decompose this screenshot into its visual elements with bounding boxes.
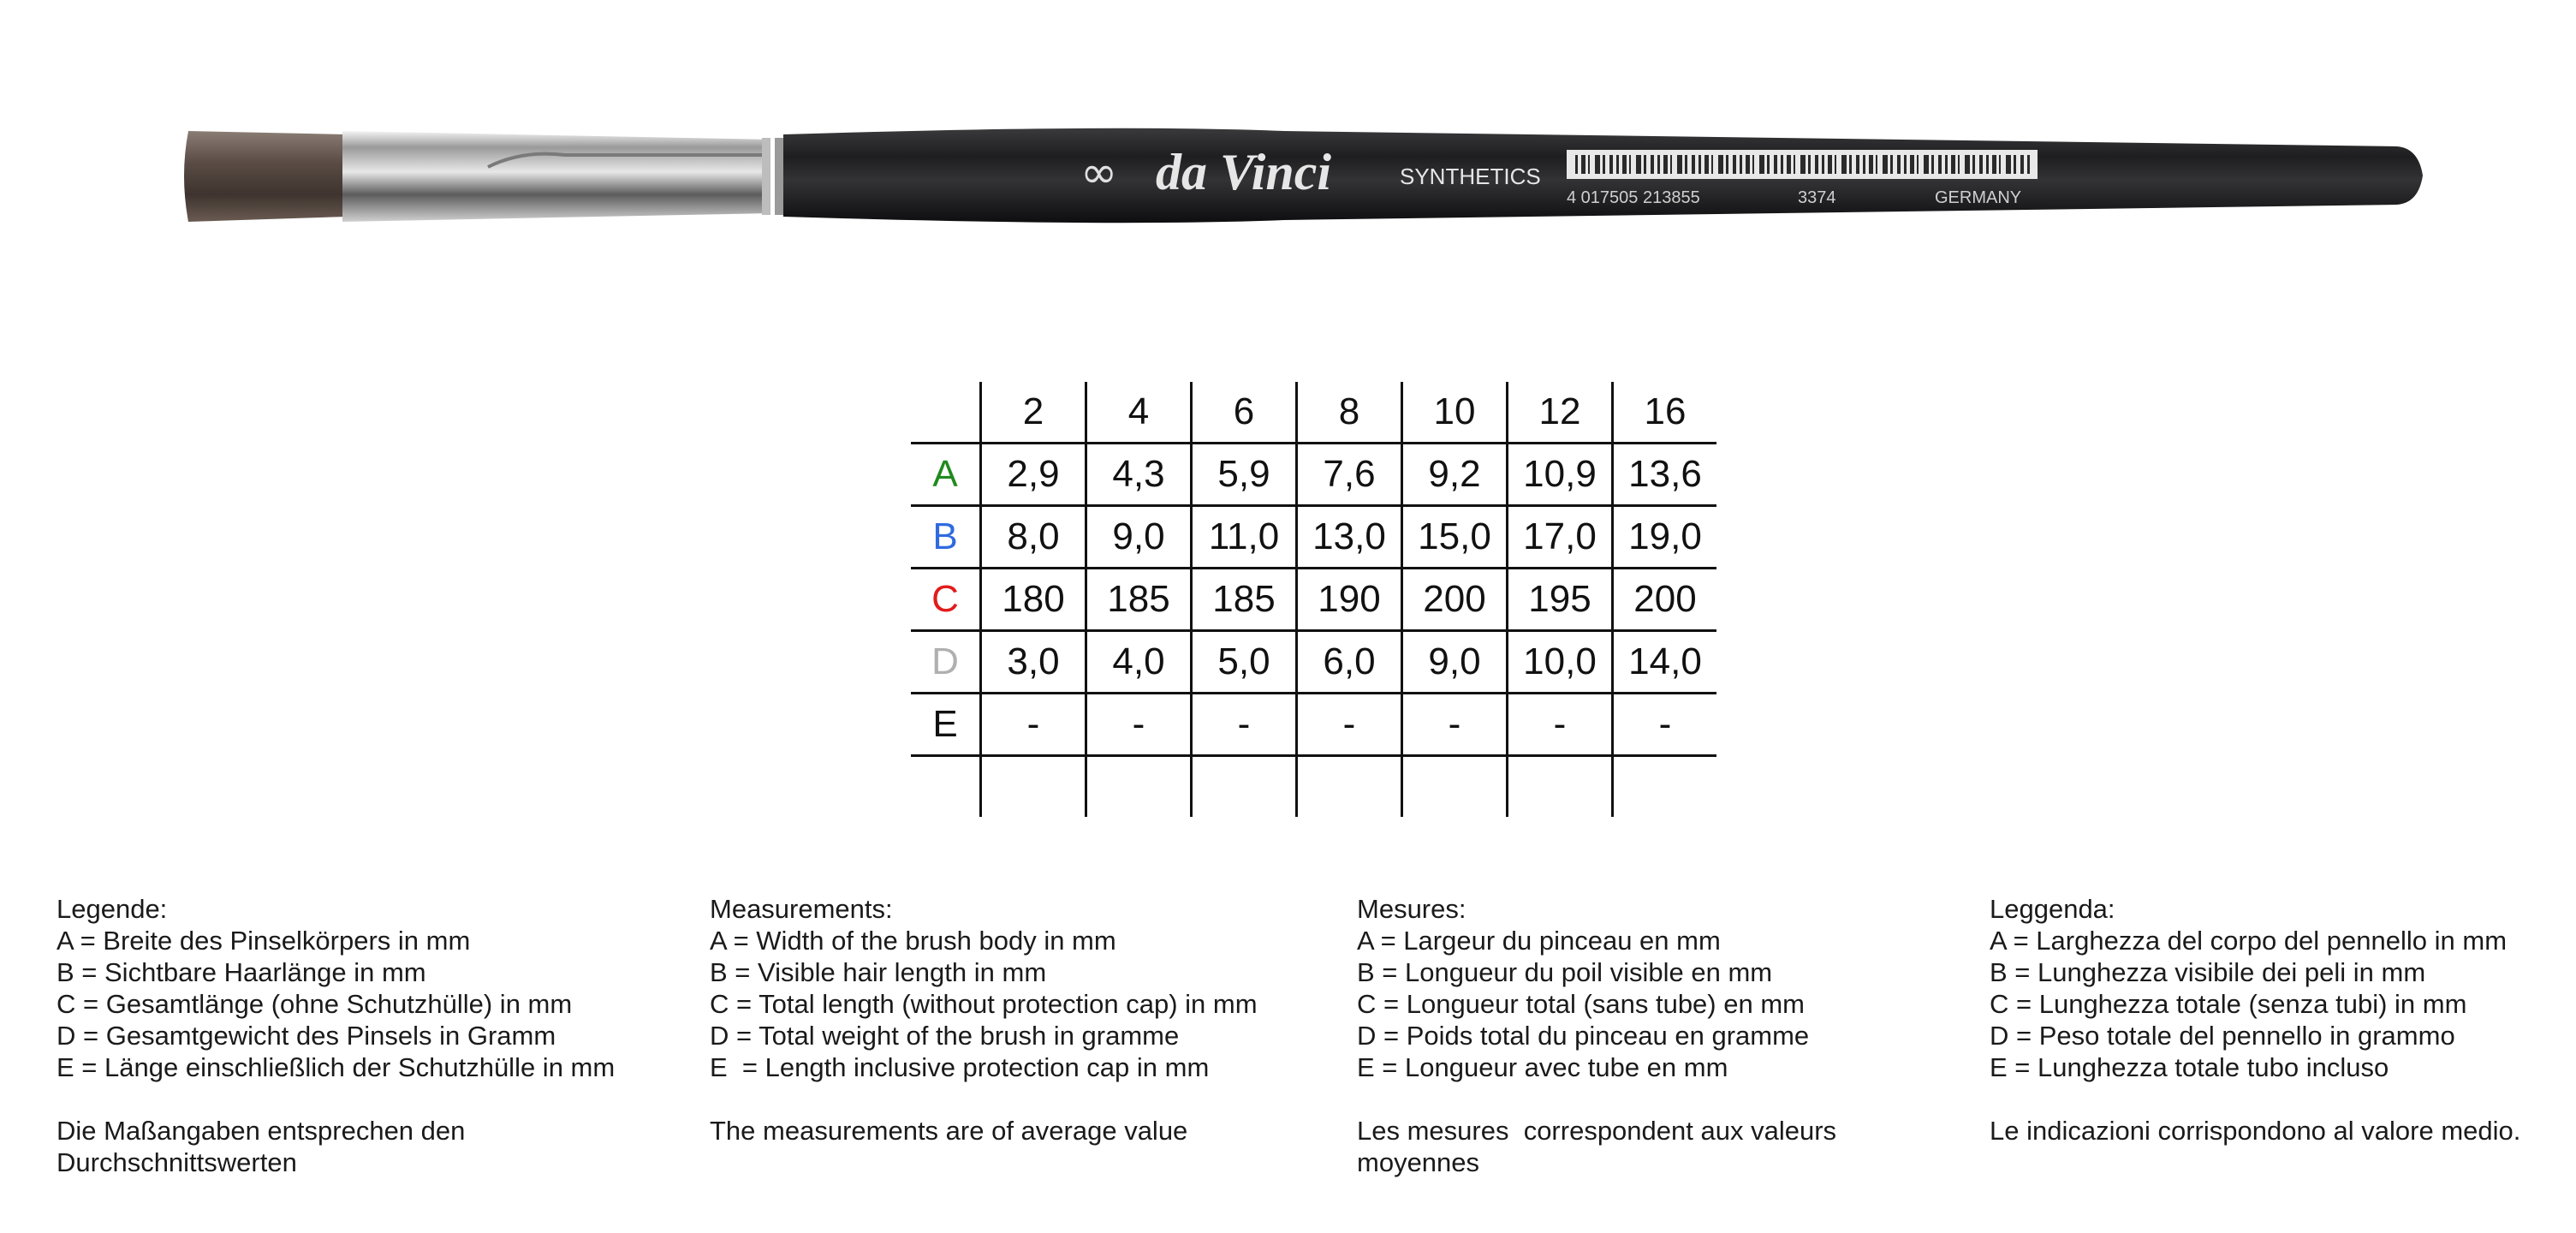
table-cell: 5,9 <box>1192 444 1297 506</box>
size-header: 8 <box>1297 382 1402 444</box>
empty-cell <box>1613 756 1717 818</box>
barcode-bar <box>1822 155 1824 174</box>
legend-note <box>57 1115 656 1178</box>
legend-line: A = Width of the brush body in mm <box>710 926 1116 956</box>
empty-cell <box>1192 756 1297 818</box>
infinity-symbol: ∞ <box>1080 147 1118 199</box>
barcode-bar <box>2020 155 2024 174</box>
barcode-bar <box>1890 155 1893 174</box>
barcode-bar <box>1800 155 1806 174</box>
empty-cell <box>1086 756 1192 818</box>
legend-line: A = Largeur du pinceau en mm <box>1357 926 1721 956</box>
table-cell: 2,9 <box>981 444 1086 506</box>
row-label: A <box>911 444 981 506</box>
legend-line: C = Total length (without protection cap) in mm <box>710 989 1258 1019</box>
legend-line: D = Gesamtgewicht des Pinsels in Gramm <box>57 1021 556 1051</box>
legend-german <box>57 893 656 1178</box>
legend-line: B = Lunghezza visibile dei peli in mm <box>1990 957 2426 987</box>
table-cell: 200 <box>1402 569 1508 631</box>
table-cell: 180 <box>981 569 1086 631</box>
barcode-bar <box>1774 155 1777 174</box>
barcode-bar <box>1603 155 1605 174</box>
legend-note <box>1990 1115 2572 1147</box>
table-cell: 7,6 <box>1297 444 1402 506</box>
barcode-bar <box>1670 155 1672 174</box>
barcode-bar <box>1910 155 1914 174</box>
legend-note-line: Les mesures correspondent aux valeurs <box>1357 1116 1837 1146</box>
empty-cell <box>1508 756 1613 818</box>
table-cell: - <box>1402 694 1508 756</box>
barcode-number: 4 017505 213855 <box>1567 188 1700 207</box>
table-cell: 13,0 <box>1297 506 1402 569</box>
barcode-bar <box>1876 155 1877 174</box>
table-cell: 17,0 <box>1508 506 1613 569</box>
table-row <box>911 694 1716 756</box>
legend-line: B = Longueur du poil visible en mm <box>1357 957 1773 987</box>
table-cell: 14,0 <box>1613 631 1717 694</box>
barcode-bar <box>1781 155 1783 174</box>
row-label: D <box>911 631 981 694</box>
barcode-bar <box>1869 155 1873 174</box>
barcode-bar <box>1958 155 1960 174</box>
barcode-bar <box>1644 155 1646 174</box>
table-cell: 10,9 <box>1508 444 1613 506</box>
barcode-bar <box>1828 155 1832 174</box>
table-cell: 9,0 <box>1402 631 1508 694</box>
table-row <box>911 506 1716 569</box>
size-header-row <box>911 382 1716 444</box>
legend-line: E = Lunghezza totale tubo incluso <box>1990 1052 2389 1082</box>
barcode-bar <box>1759 155 1764 174</box>
table-cell: 195 <box>1508 569 1613 631</box>
barcode-bar <box>1752 155 1754 174</box>
table-cell: 10,0 <box>1508 631 1613 694</box>
legend-note-line: The measurements are of average value <box>710 1116 1188 1146</box>
brush-size-table <box>911 382 1716 817</box>
barcode-bar <box>1999 155 2001 174</box>
table-cell: 13,6 <box>1613 444 1717 506</box>
legend-line: A = Breite des Pinselkörpers in mm <box>57 926 471 956</box>
barcode-bar <box>1979 155 1983 174</box>
legend-italian <box>1990 893 2572 1147</box>
legend-note-line: Durchschnittswerten <box>57 1147 297 1177</box>
brand-logo: da Vinci <box>1156 144 1332 200</box>
barcode-bar <box>1986 155 1989 174</box>
empty-cell <box>981 756 1086 818</box>
barcode-bar <box>1808 155 1811 174</box>
barcode-bar <box>1740 155 1742 174</box>
table-cell: - <box>1613 694 1717 756</box>
size-header: 12 <box>1508 382 1613 444</box>
legend-title: Legende: <box>57 894 168 924</box>
barcode-bar <box>1685 155 1687 174</box>
barcode-bar <box>1815 155 1818 174</box>
legend-line: E = Longueur avec tube en mm <box>1357 1052 1728 1082</box>
legend-line: C = Gesamtlänge (ohne Schutzhülle) in mm <box>57 989 573 1019</box>
row-label: B <box>911 506 981 569</box>
table-cell: 9,0 <box>1086 506 1192 569</box>
barcode-bar <box>1924 155 1929 174</box>
barcode-bar <box>1794 155 1795 174</box>
table-cell: 9,2 <box>1402 444 1508 506</box>
barcode-bar <box>2014 155 2016 174</box>
barcode-bar <box>1588 155 1590 174</box>
table-cell: 19,0 <box>1613 506 1717 569</box>
barcode-bar <box>1704 155 1709 174</box>
barcode-bar <box>1841 155 1847 174</box>
barcode-bar <box>1945 155 1948 174</box>
table-cell: 3,0 <box>981 631 1086 694</box>
table-cell: 200 <box>1613 569 1717 631</box>
barcode-bar <box>1677 155 1682 174</box>
empty-cell <box>1297 756 1402 818</box>
barcode-bar <box>1616 155 1619 174</box>
size-header: 6 <box>1192 382 1297 444</box>
table-cell: - <box>1192 694 1297 756</box>
bristles <box>184 131 347 222</box>
barcode-bar <box>1595 155 1600 174</box>
barcode-bar <box>1972 155 1975 174</box>
barcode-bar <box>1965 155 1970 174</box>
table-cell: 4,3 <box>1086 444 1192 506</box>
table-cell: 5,0 <box>1192 631 1297 694</box>
legend-french <box>1357 893 1956 1178</box>
table-cell: 11,0 <box>1192 506 1297 569</box>
legend-line: D = Total weight of the brush in gramme <box>710 1021 1180 1051</box>
barcode-bar <box>1718 155 1723 174</box>
legend-note-line: Le indicazioni corrispondono al valore medio. <box>1990 1116 2521 1146</box>
size-header: 4 <box>1086 382 1192 444</box>
legend-title: Mesures: <box>1357 894 1466 924</box>
table-cell: 15,0 <box>1402 506 1508 569</box>
legend-note-line: moyennes <box>1357 1147 1480 1177</box>
table-cell: 4,0 <box>1086 631 1192 694</box>
barcode-bar <box>1863 155 1865 174</box>
barcode-bar <box>1622 155 1627 174</box>
barcode-bar <box>1883 155 1888 174</box>
barcode-bar <box>1692 155 1695 174</box>
table-cell: - <box>1086 694 1192 756</box>
size-header: 10 <box>1402 382 1508 444</box>
line-name: SYNTHETICS <box>1400 164 1541 189</box>
ferrule <box>342 131 770 222</box>
barcode-bar <box>1856 155 1859 174</box>
barcode-bar <box>1663 155 1668 174</box>
legend-line: E = Länge einschließlich der Schutzhülle in mm <box>57 1052 616 1082</box>
barcode-bar <box>1897 155 1901 174</box>
series-number: 3374 <box>1798 188 1836 207</box>
barcode-bar <box>1636 155 1641 174</box>
legend-line: B = Sichtbare Haarlänge in mm <box>57 957 426 987</box>
barcode-bar <box>1651 155 1654 174</box>
empty-cell <box>1402 756 1508 818</box>
barcode-bar <box>1657 155 1660 174</box>
barcode-bar <box>1767 155 1770 174</box>
size-header: 2 <box>981 382 1086 444</box>
barcode-bar <box>1746 155 1750 174</box>
legend-line: E = Length inclusive protection cap in mm <box>710 1052 1210 1082</box>
legend-english <box>710 893 1343 1147</box>
table-row <box>911 444 1716 506</box>
legend-note <box>710 1115 1343 1147</box>
table-cell: 8,0 <box>981 506 1086 569</box>
table-cell: 190 <box>1297 569 1402 631</box>
legend-line: A = Larghezza del corpo del pennello in mm <box>1990 926 2508 956</box>
barcode-bar <box>1849 155 1852 174</box>
barcode-bar <box>1992 155 1996 174</box>
barcode-bar <box>2006 155 2011 174</box>
legend-line: D = Peso totale del pennello in grammo <box>1990 1021 2455 1051</box>
legend-note-line: Die Maßangaben entsprechen den <box>57 1116 466 1146</box>
size-header: 16 <box>1613 382 1717 444</box>
legend-line: D = Poids total du pinceau en gramme <box>1357 1021 1810 1051</box>
barcode-bar <box>1629 155 1631 174</box>
barcode-bar <box>1609 155 1613 174</box>
barcode-bar <box>1581 155 1585 174</box>
barcode-bar <box>1835 155 1836 174</box>
legend-line: C = Longueur total (sans tube) en mm <box>1357 989 1805 1019</box>
table-cell: 6,0 <box>1297 631 1402 694</box>
barcode-bar <box>1575 155 1578 174</box>
corner-cell <box>911 382 981 444</box>
legend-line: B = Visible hair length in mm <box>710 957 1047 987</box>
barcode-bar <box>1733 155 1736 174</box>
brush-image <box>171 116 2431 235</box>
barcode-bar <box>1917 155 1919 174</box>
table-cell: - <box>981 694 1086 756</box>
table-cell: 185 <box>1192 569 1297 631</box>
barcode-bar <box>1726 155 1728 174</box>
legend-title: Leggenda: <box>1990 894 2115 924</box>
barcode-bar <box>1951 155 1955 174</box>
barcode-bar <box>1787 155 1791 174</box>
barcode-bar <box>1698 155 1701 174</box>
row-label: C <box>911 569 981 631</box>
barcode-bar <box>1931 155 1934 174</box>
barcode-bar <box>1938 155 1942 174</box>
table-row <box>911 569 1716 631</box>
legend-note <box>1357 1115 1956 1178</box>
origin-label: GERMANY <box>1935 188 2022 207</box>
row-label: E <box>911 694 981 756</box>
empty-cell <box>911 756 981 818</box>
table-cell: 185 <box>1086 569 1192 631</box>
legend-line: C = Lunghezza totale (senza tubi) in mm <box>1990 989 2467 1019</box>
barcode-bar <box>1904 155 1907 174</box>
table-cell: - <box>1297 694 1402 756</box>
legend-title: Measurements: <box>710 894 893 924</box>
table-cell: - <box>1508 694 1613 756</box>
table-row <box>911 631 1716 694</box>
barcode-sticker <box>1567 150 2038 179</box>
barcode-bar <box>1711 155 1713 174</box>
empty-row <box>911 756 1716 818</box>
barcode-bar <box>2027 155 2030 174</box>
